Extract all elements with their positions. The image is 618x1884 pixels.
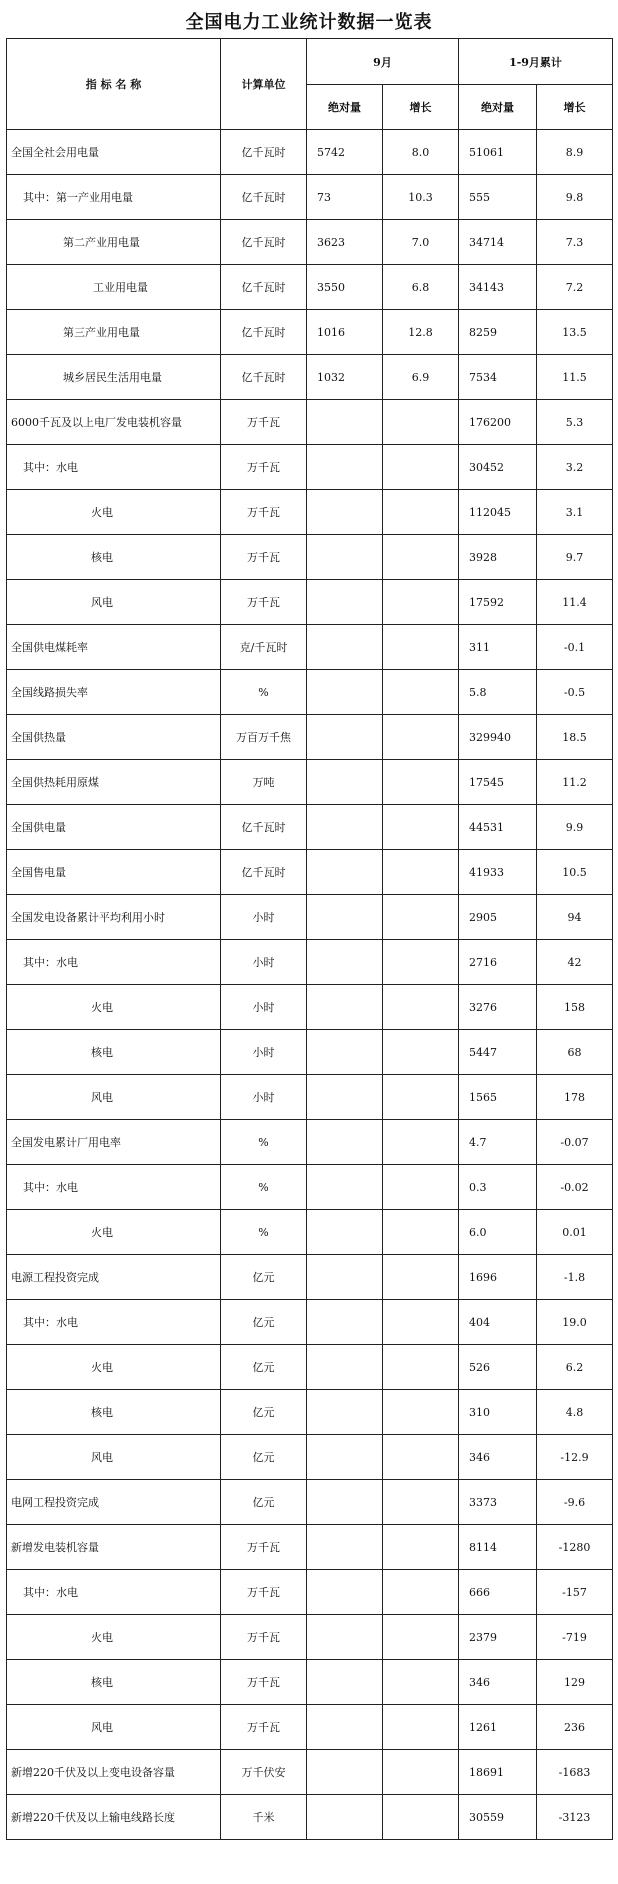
row-unit: 万千瓦 — [221, 490, 307, 535]
row-indicator-name: 全国供电量 — [7, 805, 221, 850]
row-indicator-name: 第二产业用电量 — [7, 220, 221, 265]
row-month-growth — [383, 1165, 459, 1210]
row-unit: 小时 — [221, 1030, 307, 1075]
row-cumulative-growth: -0.5 — [537, 670, 613, 715]
row-unit: 亿元 — [221, 1300, 307, 1345]
row-cumulative-growth: 8.9 — [537, 130, 613, 175]
row-unit: 亿千瓦时 — [221, 265, 307, 310]
row-cumulative-growth: 0.01 — [537, 1210, 613, 1255]
row-unit: 万千瓦 — [221, 580, 307, 625]
row-unit: 万千瓦 — [221, 535, 307, 580]
row-month-growth — [383, 1615, 459, 1660]
table-row — [7, 1120, 613, 1165]
row-indicator-name: 火电 — [7, 1210, 221, 1255]
table-row — [7, 895, 613, 940]
row-cumulative-absolute: 5.8 — [459, 670, 537, 715]
row-cumulative-growth: 178 — [537, 1075, 613, 1120]
header-month-growth: 增长 — [383, 85, 459, 130]
statistics-table — [6, 38, 613, 1840]
row-cumulative-absolute: 2716 — [459, 940, 537, 985]
table-body — [7, 130, 613, 1840]
row-indicator-name: 风电 — [7, 1705, 221, 1750]
row-unit: % — [221, 670, 307, 715]
row-month-growth — [383, 1345, 459, 1390]
row-month-absolute — [307, 1795, 383, 1840]
row-unit: 亿千瓦时 — [221, 805, 307, 850]
row-month-absolute — [307, 535, 383, 580]
row-month-absolute — [307, 760, 383, 805]
table-row — [7, 1615, 613, 1660]
row-cumulative-growth: 42 — [537, 940, 613, 985]
row-month-absolute — [307, 1390, 383, 1435]
row-cumulative-growth: -0.02 — [537, 1165, 613, 1210]
row-cumulative-growth: 9.8 — [537, 175, 613, 220]
row-month-absolute — [307, 985, 383, 1030]
row-cumulative-absolute: 3276 — [459, 985, 537, 1030]
row-indicator-name: 全国供电煤耗率 — [7, 625, 221, 670]
row-indicator-name: 其中：水电 — [7, 445, 221, 490]
row-month-growth — [383, 670, 459, 715]
table-row — [7, 175, 613, 220]
table-row — [7, 715, 613, 760]
row-indicator-name: 核电 — [7, 1030, 221, 1075]
table-row — [7, 760, 613, 805]
row-month-absolute — [307, 625, 383, 670]
row-month-absolute — [307, 400, 383, 445]
row-cumulative-growth: 13.5 — [537, 310, 613, 355]
row-month-growth — [383, 1255, 459, 1300]
row-unit: 克/千瓦时 — [221, 625, 307, 670]
row-month-growth — [383, 400, 459, 445]
row-cumulative-absolute: 7534 — [459, 355, 537, 400]
row-month-growth — [383, 1390, 459, 1435]
row-unit: 万千瓦 — [221, 1570, 307, 1615]
row-indicator-name: 核电 — [7, 1390, 221, 1435]
table-row — [7, 1390, 613, 1435]
table-row — [7, 1570, 613, 1615]
row-month-absolute — [307, 1300, 383, 1345]
row-unit: 万千瓦 — [221, 1525, 307, 1570]
row-month-growth — [383, 985, 459, 1030]
row-month-growth — [383, 805, 459, 850]
row-month-growth — [383, 1525, 459, 1570]
row-month-growth: 10.3 — [383, 175, 459, 220]
table-row — [7, 805, 613, 850]
row-month-absolute — [307, 1705, 383, 1750]
row-month-absolute — [307, 1075, 383, 1120]
table-row — [7, 1210, 613, 1255]
row-indicator-name: 城乡居民生活用电量 — [7, 355, 221, 400]
document-title: 全国电力工业统计数据一览表 — [185, 12, 433, 33]
row-unit: 亿元 — [221, 1480, 307, 1525]
row-cumulative-absolute: 30559 — [459, 1795, 537, 1840]
table-row — [7, 490, 613, 535]
row-cumulative-absolute: 8259 — [459, 310, 537, 355]
row-month-absolute — [307, 1525, 383, 1570]
row-cumulative-growth: 7.2 — [537, 265, 613, 310]
table-row — [7, 1030, 613, 1075]
row-cumulative-absolute: 112045 — [459, 490, 537, 535]
row-cumulative-absolute: 311 — [459, 625, 537, 670]
header-month: 9月 — [307, 39, 459, 85]
row-unit: 亿千瓦时 — [221, 310, 307, 355]
row-month-absolute — [307, 1750, 383, 1795]
row-month-absolute — [307, 1210, 383, 1255]
row-month-absolute — [307, 1120, 383, 1165]
table-row — [7, 1525, 613, 1570]
row-unit: 万千瓦 — [221, 1615, 307, 1660]
row-cumulative-absolute: 17545 — [459, 760, 537, 805]
row-month-absolute — [307, 940, 383, 985]
row-cumulative-growth: 11.4 — [537, 580, 613, 625]
row-month-absolute — [307, 580, 383, 625]
table-row — [7, 535, 613, 580]
row-cumulative-absolute: 3373 — [459, 1480, 537, 1525]
row-indicator-name: 新增发电装机容量 — [7, 1525, 221, 1570]
row-month-absolute: 5742 — [307, 130, 383, 175]
row-unit: 万千瓦 — [221, 1660, 307, 1705]
row-cumulative-growth: -12.9 — [537, 1435, 613, 1480]
row-month-absolute: 1032 — [307, 355, 383, 400]
row-cumulative-absolute: 34143 — [459, 265, 537, 310]
row-indicator-name: 风电 — [7, 580, 221, 625]
header-unit: 计算单位 — [221, 39, 307, 130]
row-cumulative-absolute: 1261 — [459, 1705, 537, 1750]
row-cumulative-growth: 9.9 — [537, 805, 613, 850]
row-month-growth — [383, 850, 459, 895]
row-unit: 千米 — [221, 1795, 307, 1840]
row-cumulative-growth: 129 — [537, 1660, 613, 1705]
row-month-absolute — [307, 1345, 383, 1390]
row-cumulative-growth: -3123 — [537, 1795, 613, 1840]
table-row — [7, 670, 613, 715]
row-month-absolute: 3550 — [307, 265, 383, 310]
table-row — [7, 130, 613, 175]
row-cumulative-absolute: 404 — [459, 1300, 537, 1345]
row-unit: 亿千瓦时 — [221, 175, 307, 220]
row-indicator-name: 风电 — [7, 1075, 221, 1120]
table-row — [7, 985, 613, 1030]
row-indicator-name: 全国全社会用电量 — [7, 130, 221, 175]
row-month-growth — [383, 1705, 459, 1750]
row-cumulative-absolute: 5447 — [459, 1030, 537, 1075]
row-indicator-name: 其中：水电 — [7, 1570, 221, 1615]
row-month-absolute — [307, 1030, 383, 1075]
row-indicator-name: 全国发电设备累计平均利用小时 — [7, 895, 221, 940]
row-month-growth — [383, 1210, 459, 1255]
row-month-growth: 12.8 — [383, 310, 459, 355]
row-cumulative-absolute: 30452 — [459, 445, 537, 490]
row-cumulative-absolute: 329940 — [459, 715, 537, 760]
row-unit: 万千伏安 — [221, 1750, 307, 1795]
row-month-growth — [383, 490, 459, 535]
row-unit: 亿千瓦时 — [221, 220, 307, 265]
row-month-absolute: 73 — [307, 175, 383, 220]
row-unit: 亿元 — [221, 1345, 307, 1390]
row-month-absolute — [307, 490, 383, 535]
row-indicator-name: 火电 — [7, 985, 221, 1030]
table-row — [7, 940, 613, 985]
row-unit: 万吨 — [221, 760, 307, 805]
row-month-growth: 8.0 — [383, 130, 459, 175]
row-unit: 亿千瓦时 — [221, 355, 307, 400]
row-month-absolute — [307, 715, 383, 760]
row-cumulative-absolute: 0.3 — [459, 1165, 537, 1210]
row-cumulative-absolute: 1696 — [459, 1255, 537, 1300]
row-month-growth — [383, 1660, 459, 1705]
row-indicator-name: 火电 — [7, 490, 221, 535]
row-month-growth — [383, 940, 459, 985]
row-indicator-name: 全国供热耗用原煤 — [7, 760, 221, 805]
row-indicator-name: 电源工程投资完成 — [7, 1255, 221, 1300]
row-unit: 小时 — [221, 1075, 307, 1120]
row-indicator-name: 全国供热量 — [7, 715, 221, 760]
row-unit: 万千瓦 — [221, 400, 307, 445]
table-row — [7, 220, 613, 265]
row-cumulative-absolute: 176200 — [459, 400, 537, 445]
row-unit: 小时 — [221, 940, 307, 985]
row-month-absolute — [307, 1570, 383, 1615]
row-month-absolute — [307, 1660, 383, 1705]
header-cumulative-absolute: 绝对量 — [459, 85, 537, 130]
row-month-absolute — [307, 1165, 383, 1210]
row-cumulative-growth: -1.8 — [537, 1255, 613, 1300]
row-indicator-name: 其中：第一产业用电量 — [7, 175, 221, 220]
row-cumulative-growth: -719 — [537, 1615, 613, 1660]
row-month-growth — [383, 1750, 459, 1795]
row-month-absolute — [307, 850, 383, 895]
row-month-growth: 6.8 — [383, 265, 459, 310]
row-cumulative-absolute: 34714 — [459, 220, 537, 265]
row-cumulative-growth: -9.6 — [537, 1480, 613, 1525]
row-cumulative-growth: 68 — [537, 1030, 613, 1075]
row-month-growth — [383, 715, 459, 760]
header-month-absolute: 绝对量 — [307, 85, 383, 130]
row-unit: % — [221, 1210, 307, 1255]
row-cumulative-absolute: 4.7 — [459, 1120, 537, 1165]
row-month-absolute — [307, 1480, 383, 1525]
row-month-growth — [383, 1480, 459, 1525]
row-unit: 万千瓦 — [221, 1705, 307, 1750]
table-row — [7, 1480, 613, 1525]
row-cumulative-growth: 236 — [537, 1705, 613, 1750]
table-row — [7, 1345, 613, 1390]
row-month-growth — [383, 1795, 459, 1840]
row-cumulative-absolute: 2379 — [459, 1615, 537, 1660]
table-row — [7, 310, 613, 355]
table-row — [7, 625, 613, 670]
row-indicator-name: 风电 — [7, 1435, 221, 1480]
row-cumulative-absolute: 346 — [459, 1435, 537, 1480]
row-cumulative-growth: -0.1 — [537, 625, 613, 670]
row-cumulative-growth: 19.0 — [537, 1300, 613, 1345]
row-cumulative-absolute: 18691 — [459, 1750, 537, 1795]
row-cumulative-growth: 10.5 — [537, 850, 613, 895]
table-row — [7, 850, 613, 895]
row-cumulative-growth: 7.3 — [537, 220, 613, 265]
row-cumulative-absolute: 6.0 — [459, 1210, 537, 1255]
row-cumulative-absolute: 51061 — [459, 130, 537, 175]
row-month-growth — [383, 760, 459, 805]
row-indicator-name: 全国售电量 — [7, 850, 221, 895]
row-month-absolute — [307, 895, 383, 940]
row-cumulative-absolute: 310 — [459, 1390, 537, 1435]
row-indicator-name: 工业用电量 — [7, 265, 221, 310]
row-cumulative-absolute: 1565 — [459, 1075, 537, 1120]
row-unit: % — [221, 1120, 307, 1165]
row-month-growth — [383, 580, 459, 625]
row-cumulative-absolute: 41933 — [459, 850, 537, 895]
row-unit: 万千瓦 — [221, 445, 307, 490]
row-cumulative-growth: 18.5 — [537, 715, 613, 760]
row-cumulative-absolute: 555 — [459, 175, 537, 220]
row-month-growth — [383, 1030, 459, 1075]
table-row — [7, 355, 613, 400]
table-row — [7, 265, 613, 310]
row-cumulative-growth: -157 — [537, 1570, 613, 1615]
row-month-growth: 7.0 — [383, 220, 459, 265]
row-cumulative-absolute: 2905 — [459, 895, 537, 940]
row-cumulative-absolute: 17592 — [459, 580, 537, 625]
row-cumulative-growth: -0.07 — [537, 1120, 613, 1165]
row-month-growth — [383, 535, 459, 580]
row-cumulative-growth: 4.8 — [537, 1390, 613, 1435]
row-unit: 万百万千焦 — [221, 715, 307, 760]
table-row — [7, 1705, 613, 1750]
row-month-growth — [383, 445, 459, 490]
table-row — [7, 400, 613, 445]
row-cumulative-absolute: 44531 — [459, 805, 537, 850]
row-cumulative-growth: 158 — [537, 985, 613, 1030]
table-row — [7, 1165, 613, 1210]
row-unit: 亿千瓦时 — [221, 130, 307, 175]
row-unit: 小时 — [221, 895, 307, 940]
row-month-absolute — [307, 445, 383, 490]
row-unit: % — [221, 1165, 307, 1210]
row-unit: 亿元 — [221, 1390, 307, 1435]
row-month-absolute — [307, 1435, 383, 1480]
row-indicator-name: 电网工程投资完成 — [7, 1480, 221, 1525]
row-unit: 亿元 — [221, 1435, 307, 1480]
row-month-growth — [383, 625, 459, 670]
table-row — [7, 445, 613, 490]
row-cumulative-growth: 6.2 — [537, 1345, 613, 1390]
row-unit: 亿千瓦时 — [221, 850, 307, 895]
row-cumulative-absolute: 526 — [459, 1345, 537, 1390]
row-cumulative-absolute: 346 — [459, 1660, 537, 1705]
row-month-absolute — [307, 1255, 383, 1300]
row-indicator-name: 全国线路损失率 — [7, 670, 221, 715]
row-unit: 亿元 — [221, 1255, 307, 1300]
row-cumulative-growth: 3.2 — [537, 445, 613, 490]
table-row — [7, 1660, 613, 1705]
row-month-growth — [383, 1300, 459, 1345]
row-month-growth — [383, 1075, 459, 1120]
header-cumulative-growth: 增长 — [537, 85, 613, 130]
table-row — [7, 1435, 613, 1480]
row-month-growth — [383, 1120, 459, 1165]
row-cumulative-growth: 94 — [537, 895, 613, 940]
table-row — [7, 1300, 613, 1345]
row-indicator-name: 核电 — [7, 535, 221, 580]
row-indicator-name: 6000千瓦及以上电厂发电装机容量 — [7, 400, 221, 445]
table-row — [7, 1075, 613, 1120]
row-cumulative-growth: 3.1 — [537, 490, 613, 535]
table-row — [7, 1750, 613, 1795]
row-month-absolute — [307, 1615, 383, 1660]
row-month-absolute: 1016 — [307, 310, 383, 355]
row-cumulative-absolute: 8114 — [459, 1525, 537, 1570]
row-indicator-name: 核电 — [7, 1660, 221, 1705]
row-indicator-name: 全国发电累计厂用电率 — [7, 1120, 221, 1165]
row-indicator-name: 新增220千伏及以上变电设备容量 — [7, 1750, 221, 1795]
row-indicator-name: 其中：水电 — [7, 1300, 221, 1345]
row-cumulative-growth: 11.2 — [537, 760, 613, 805]
header-cumulative: 1-9月累计 — [459, 39, 613, 85]
row-indicator-name: 其中：水电 — [7, 940, 221, 985]
row-unit: 小时 — [221, 985, 307, 1030]
row-month-absolute — [307, 805, 383, 850]
row-cumulative-absolute: 666 — [459, 1570, 537, 1615]
row-month-growth — [383, 895, 459, 940]
row-indicator-name: 其中：水电 — [7, 1165, 221, 1210]
header-indicator: 指 标 名 称 — [7, 39, 221, 130]
row-cumulative-growth: 5.3 — [537, 400, 613, 445]
row-cumulative-growth: 11.5 — [537, 355, 613, 400]
row-indicator-name: 火电 — [7, 1345, 221, 1390]
row-cumulative-growth: 9.7 — [537, 535, 613, 580]
row-indicator-name: 火电 — [7, 1615, 221, 1660]
row-cumulative-growth: -1280 — [537, 1525, 613, 1570]
row-month-growth — [383, 1435, 459, 1480]
row-month-growth: 6.9 — [383, 355, 459, 400]
row-month-growth — [383, 1570, 459, 1615]
table-row — [7, 1255, 613, 1300]
table-row — [7, 1795, 613, 1840]
row-indicator-name: 第三产业用电量 — [7, 310, 221, 355]
row-cumulative-growth: -1683 — [537, 1750, 613, 1795]
row-month-absolute — [307, 670, 383, 715]
row-month-absolute: 3623 — [307, 220, 383, 265]
row-cumulative-absolute: 3928 — [459, 535, 537, 580]
row-indicator-name: 新增220千伏及以上输电线路长度 — [7, 1795, 221, 1840]
table-row — [7, 580, 613, 625]
